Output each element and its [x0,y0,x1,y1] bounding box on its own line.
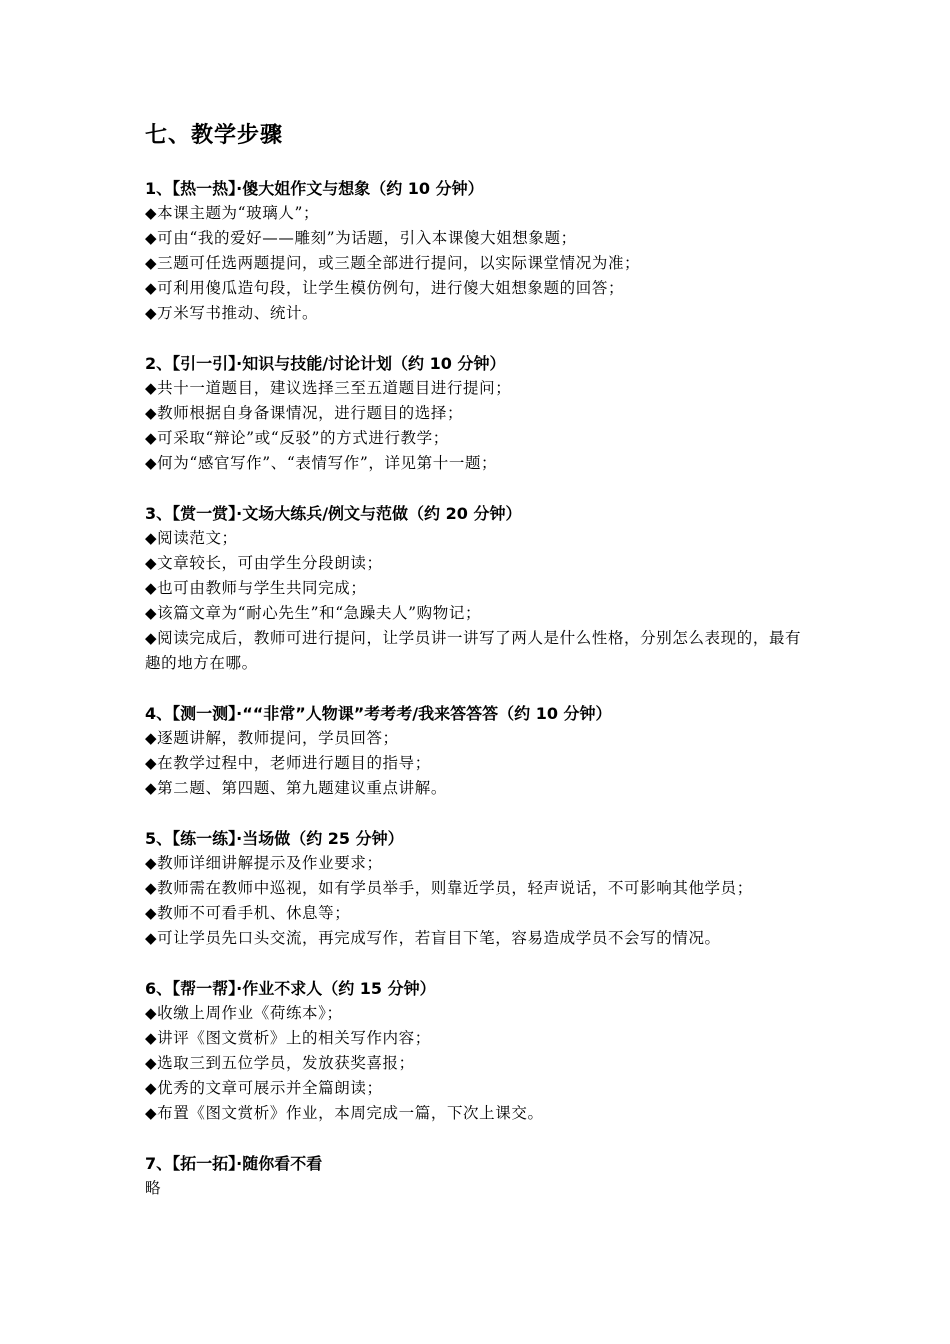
bullet-text: 选取三到五位学员，发放获奖喜报； [157,1054,415,1072]
bullet-item [145,301,815,326]
diamond-bullet-icon: ◆ [145,579,158,597]
bullet-text: 阅读范文； [157,529,238,547]
diamond-bullet-icon: ◆ [145,779,158,797]
diamond-bullet-icon: ◆ [145,879,158,897]
bullet-text: 本课主题为“玻璃人”； [157,204,320,222]
diamond-bullet-icon: ◆ [145,729,158,747]
step-section-2 [145,351,815,476]
section-heading: 5、【练一练】·当场做（约 25 分钟） [145,829,404,848]
bullet-text: 教师需在教师中巡视，如有学员举手，则靠近学员，轻声说话，不可影响其他学员； [157,879,753,897]
diamond-bullet-icon: ◆ [145,404,158,422]
diamond-bullet-icon: ◆ [145,379,158,397]
step-section-3 [145,501,815,676]
bullet-item [145,776,815,801]
diamond-bullet-icon: ◆ [145,604,158,622]
diamond-bullet-icon: ◆ [145,1029,158,1047]
bullet-item [145,876,815,901]
bullet-item [145,576,815,601]
bullet-text: 在教学过程中，老师进行题目的指导； [157,754,431,772]
diamond-bullet-icon: ◆ [145,754,158,772]
bullet-item [145,601,815,626]
diamond-bullet-icon: ◆ [145,629,158,647]
bullet-text: 阅读完成后，教师可进行提问，让学员讲一讲写了两人是什么性格，分别怎么表现的，最有趣的地方在哪。 [145,629,802,672]
diamond-bullet-icon: ◆ [145,229,158,247]
bullet-text: 也可由教师与学生共同完成； [157,579,367,597]
bullet-text: 收缴上周作业《荷练本》； [157,1004,343,1022]
diamond-bullet-icon: ◆ [145,204,158,222]
bullet-item [145,1101,815,1126]
diamond-bullet-icon: ◆ [145,1004,158,1022]
bullet-item [145,926,815,951]
bullet-item [145,276,815,301]
section-heading: 1、【热一热】·傻大姐作文与想象（约 10 分钟） [145,179,484,198]
bullet-item [145,401,815,426]
diamond-bullet-icon: ◆ [145,904,158,922]
bullet-item [145,451,815,476]
section-heading: 4、【测一测】·““非常”人物课”考考考/我来答答答（约 10 分钟） [145,704,612,723]
bullet-text: 教师详细讲解提示及作业要求； [157,854,383,872]
bullet-item [145,726,815,751]
bullet-item [145,901,815,926]
bullet-text: 逐题讲解，教师提问，学员回答； [157,729,399,747]
bullet-text: 该篇文章为“耐心先生”和“急躁夫人”购物记； [157,604,482,622]
bullet-text: 何为“感官写作”、“表情写作”，详见第十一题； [157,454,498,472]
bullet-text: 教师不可看手机、休息等； [157,904,351,922]
diamond-bullet-icon: ◆ [145,854,158,872]
step-section-4 [145,701,815,801]
diamond-bullet-icon: ◆ [145,1079,158,1097]
document-page [145,118,815,1226]
page-title: 七、教学步骤 [145,123,284,148]
diamond-bullet-icon: ◆ [145,554,158,572]
section-heading: 2、【引一引】·知识与技能/讨论计划（约 10 分钟） [145,354,506,373]
section-heading: 6、【帮一帮】·作业不求人（约 15 分钟） [145,979,436,998]
bullet-item [145,851,815,876]
diamond-bullet-icon: ◆ [145,254,158,272]
bullet-text: 教师根据自身备课情况，进行题目的选择； [157,404,464,422]
step-section-6 [145,976,815,1126]
bullet-text: 共十一道题目，建议选择三至五道题目进行提问； [157,379,512,397]
bullet-text: 文章较长，可由学生分段朗读； [157,554,383,572]
diamond-bullet-icon: ◆ [145,279,158,297]
diamond-bullet-icon: ◆ [145,929,158,947]
diamond-bullet-icon: ◆ [145,1104,158,1122]
bullet-text: 第二题、第四题、第九题建议重点讲解。 [157,779,447,797]
bullet-item [145,1001,815,1026]
bullet-item [145,1076,815,1101]
bullet-item [145,376,815,401]
step-section-7 [145,1151,815,1201]
bullet-item [145,226,815,251]
bullet-item [145,751,815,776]
bullet-item [145,251,815,276]
bullet-text: 优秀的文章可展示并全篇朗读； [157,1079,383,1097]
section-text: 略 [145,1179,161,1197]
bullet-text: 可利用傻瓜造句段，让学生模仿例句，进行傻大姐想象题的回答； [157,279,625,297]
bullet-item [145,201,815,226]
diamond-bullet-icon: ◆ [145,304,158,322]
bullet-text: 万米写书推动、统计。 [157,304,319,322]
section-heading: 3、【赏一赏】·文场大练兵/例文与范做（约 20 分钟） [145,504,522,523]
bullet-item [145,526,815,551]
diamond-bullet-icon: ◆ [145,529,158,547]
bullet-text: 可让学员先口头交流，再完成写作，若盲目下笔，容易造成学员不会写的情况。 [157,929,721,947]
diamond-bullet-icon: ◆ [145,429,158,447]
bullet-text: 讲评《图文赏析》上的相关写作内容； [157,1029,431,1047]
bullet-text: 布置《图文赏析》作业，本周完成一篇，下次上课交。 [157,1104,544,1122]
step-section-5 [145,826,815,951]
diamond-bullet-icon: ◆ [145,454,158,472]
bullet-item [145,426,815,451]
step-section-1 [145,176,815,326]
bullet-item [145,551,815,576]
section-heading: 7、【拓一拓】·随你看不看 [145,1154,323,1173]
bullet-item [145,626,815,676]
bullet-text: 可由“我的爱好——雕刻”为话题，引入本课傻大姐想象题； [157,229,577,247]
diamond-bullet-icon: ◆ [145,1054,158,1072]
bullet-text: 可采取“辩论”或“反驳”的方式进行教学； [157,429,449,447]
bullet-item [145,1026,815,1051]
bullet-text: 三题可任选两题提问，或三题全部进行提问，以实际课堂情况为准； [157,254,641,272]
bullet-item [145,1051,815,1076]
